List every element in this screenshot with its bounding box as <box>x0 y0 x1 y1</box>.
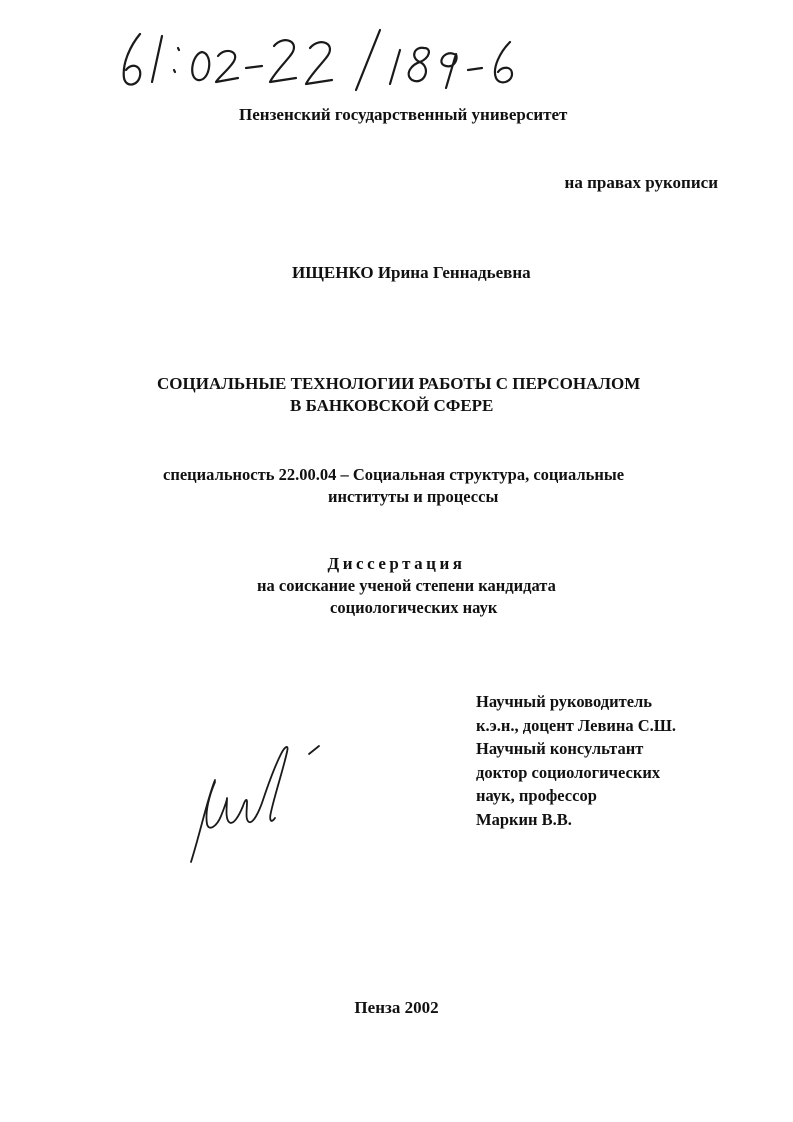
university-name: Пензенский государственный университет <box>239 105 568 124</box>
city-and-year: Пенза 2002 <box>354 998 439 1017</box>
author-name: ИЩЕНКО Ирина Геннадьевна <box>292 263 531 282</box>
advisor-line: наук, профессор <box>476 786 597 806</box>
dissertation-title-line-1: СОЦИАЛЬНЫЕ ТЕХНОЛОГИИ РАБОТЫ С ПЕРСОНАЛОМ <box>157 374 641 393</box>
advisor-line: Маркин В.В. <box>476 809 572 829</box>
manuscript-note: на правах рукописи <box>564 173 718 192</box>
specialty-line-2: институты и процессы <box>328 487 499 506</box>
advisor-line: Научный руководитель <box>476 692 652 711</box>
specialty-line-1: специальность 22.00.04 – Социальная структура, социальные <box>163 465 625 484</box>
dissertation-heading: Диссертация <box>327 554 466 573</box>
degree-line-1: на соискание ученой степени кандидата <box>257 576 556 595</box>
advisor-line: доктор социологических <box>476 762 661 782</box>
advisor-line: Научный консультант <box>476 739 644 759</box>
author-signature <box>185 740 335 865</box>
degree-line-2: социологических наук <box>330 598 498 617</box>
dissertation-title-line-2: В БАНКОВСКОЙ СФЕРЕ <box>290 396 494 415</box>
advisors-block <box>476 690 676 832</box>
handwritten-archive-code <box>118 24 538 94</box>
advisor-line: к.э.н., доцент Левина С.Ш. <box>476 715 677 735</box>
